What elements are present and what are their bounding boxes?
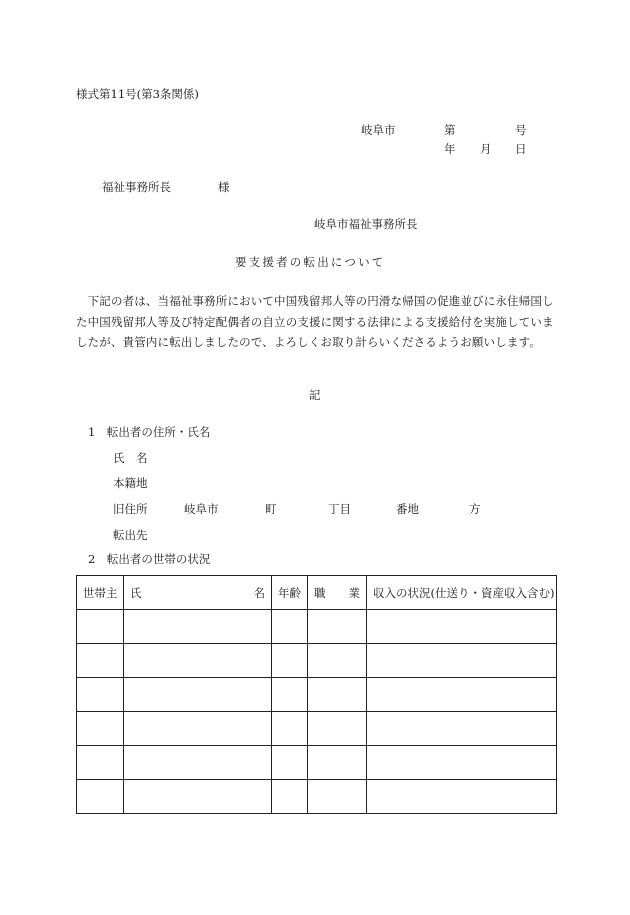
col-name-right: 名	[253, 585, 265, 600]
old-address-chome: 丁目	[328, 502, 351, 516]
old-address-machi: 町	[265, 502, 277, 516]
document-number-prefix: 第	[444, 123, 456, 137]
cell-household-head[interactable]	[77, 712, 124, 746]
cell-income[interactable]	[367, 610, 557, 644]
table-header-row	[77, 576, 557, 610]
col-name	[124, 576, 272, 610]
cell-age[interactable]	[272, 746, 308, 780]
cell-age[interactable]	[272, 644, 308, 678]
cell-occupation[interactable]	[308, 610, 367, 644]
old-address-kata: 方	[469, 502, 481, 516]
cell-name[interactable]	[124, 644, 272, 678]
table-row	[77, 644, 557, 678]
section1-heading: 1 転出者の住所・氏名	[88, 425, 211, 439]
cell-age[interactable]	[272, 678, 308, 712]
col-name-left: 氏	[130, 585, 142, 600]
cell-income[interactable]	[367, 678, 557, 712]
cell-income[interactable]	[367, 644, 557, 678]
cell-name[interactable]	[124, 678, 272, 712]
cell-name[interactable]	[124, 746, 272, 780]
col-occupation-right: 業	[348, 585, 360, 600]
ki-heading: 記	[309, 388, 321, 402]
table-row	[77, 610, 557, 644]
col-occupation-left: 職	[314, 585, 326, 600]
cell-age[interactable]	[272, 780, 308, 814]
col-age: 年齢	[272, 576, 308, 610]
cell-age[interactable]	[272, 610, 308, 644]
col-income: 収入の状況(仕送り・資産収入含む)	[367, 576, 557, 610]
destination-label: 転出先	[113, 528, 148, 542]
date-year-label: 年	[444, 142, 456, 156]
table-row	[77, 712, 557, 746]
date-day-label: 日	[515, 142, 527, 156]
household-table	[76, 575, 557, 814]
cell-occupation[interactable]	[308, 746, 367, 780]
table-row	[77, 780, 557, 814]
honseki-label: 本籍地	[113, 476, 148, 490]
cell-occupation[interactable]	[308, 678, 367, 712]
cell-name[interactable]	[124, 712, 272, 746]
section2-heading: 2 転出者の世帯の状況	[88, 552, 211, 566]
cell-name[interactable]	[124, 610, 272, 644]
cell-occupation[interactable]	[308, 712, 367, 746]
cell-occupation[interactable]	[308, 780, 367, 814]
cell-name[interactable]	[124, 780, 272, 814]
col-occupation	[308, 576, 367, 610]
date-month-label: 月	[480, 142, 492, 156]
name-label: 氏 名	[113, 451, 148, 465]
cell-income[interactable]	[367, 746, 557, 780]
col-household-head: 世帯主	[77, 576, 124, 610]
cell-income[interactable]	[367, 780, 557, 814]
cell-household-head[interactable]	[77, 610, 124, 644]
table-row	[77, 746, 557, 780]
cell-household-head[interactable]	[77, 678, 124, 712]
cell-occupation[interactable]	[308, 644, 367, 678]
form-number: 様式第11号(第3条関係)	[76, 87, 199, 101]
honorific: 様	[218, 180, 230, 194]
cell-household-head[interactable]	[77, 644, 124, 678]
cell-household-head[interactable]	[77, 780, 124, 814]
cell-household-head[interactable]	[77, 746, 124, 780]
addressee: 福祉事務所長	[102, 180, 171, 194]
old-address-label: 旧住所	[113, 502, 148, 516]
body-paragraph: 下記の者は、当福祉事務所において中国残留邦人等の円滑な帰国の促進並びに永住帰国した中国残留邦人等及び特定配偶者の自立の支援に関する法律による支援給付を実施していましたが、貴管内に転出しましたので、よろしくお取り計らいくださるようお願いします。	[76, 294, 554, 349]
sender: 岐阜市福祉事務所長	[314, 217, 418, 231]
document-number-suffix: 号	[515, 123, 527, 137]
issuer-city: 岐阜市	[361, 123, 396, 137]
cell-income[interactable]	[367, 712, 557, 746]
old-address-banchi: 番地	[396, 502, 419, 516]
page-title: 要支援者の転出について	[235, 255, 386, 269]
cell-age[interactable]	[272, 712, 308, 746]
old-address-city: 岐阜市	[184, 502, 219, 516]
table-row	[77, 678, 557, 712]
